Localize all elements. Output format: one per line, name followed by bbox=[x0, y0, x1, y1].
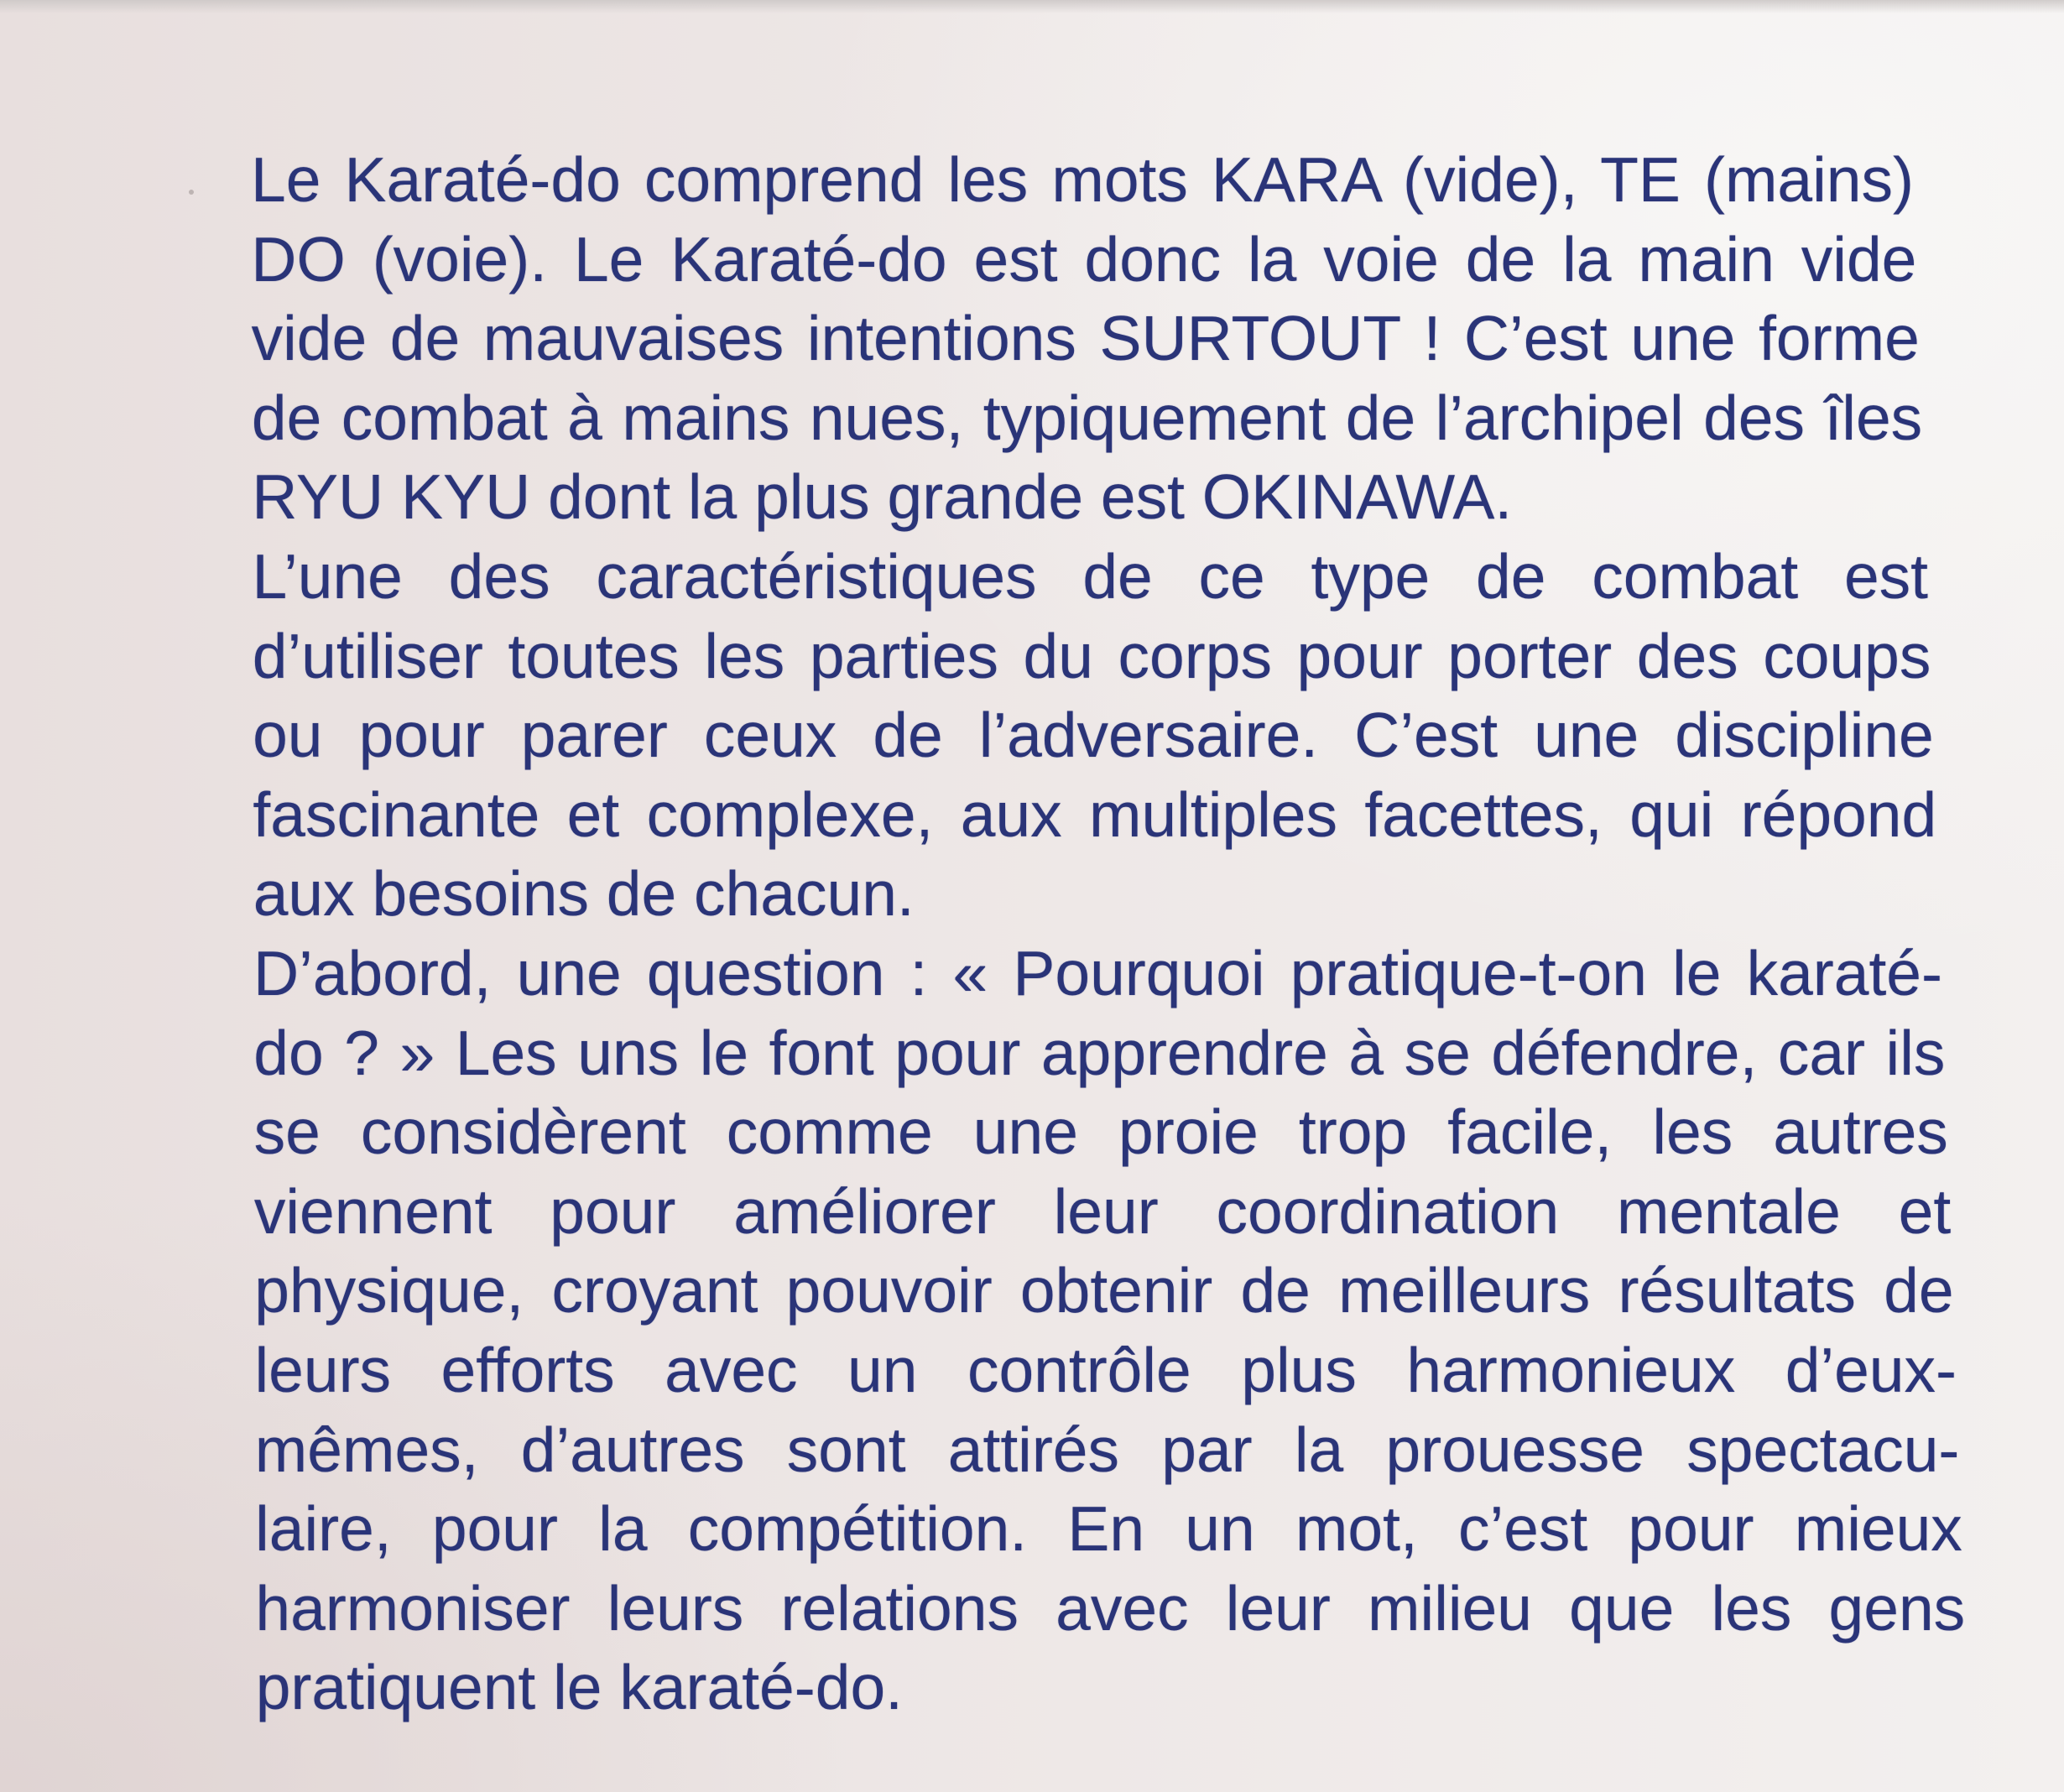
text-line: aux besoins de chacun. bbox=[253, 858, 915, 930]
text-line: harmoniser leurs relations avec leur milieu que les gens bbox=[255, 1572, 1966, 1644]
paragraph-karate-definition bbox=[251, 140, 1968, 537]
text-line: leurs efforts avec un contrôle plus harmonieux d’eux- bbox=[254, 1334, 1957, 1405]
text-line: vide de mauvaises intentions SURTOUT ! C’est une forme bbox=[251, 303, 1920, 374]
text-line: DO (voie). Le Karaté-do est donc la voie de la main vide bbox=[251, 223, 1917, 294]
text-line: L’une des caractéristiques de ce type de combat est bbox=[252, 540, 1928, 612]
text-line: de combat à mains nues, typiquement de l’archipel des îles bbox=[251, 382, 1923, 453]
text-line: d’utiliser toutes les parties du corps pour porter des coups bbox=[252, 620, 1931, 691]
text-line: RYU KYU dont la plus grande est OKINAWA. bbox=[252, 461, 1513, 533]
text-line: viennent pour améliorer leur coordination mentale et bbox=[253, 1175, 1952, 1247]
paragraph-why-practice bbox=[251, 934, 1968, 1727]
text-block bbox=[251, 140, 1968, 1727]
text-line: fascinante et complexe, aux multiples facettes, qui répond bbox=[253, 779, 1937, 850]
text-line: D’abord, une question : « Pourquoi pratique-t-on le karaté- bbox=[253, 937, 1942, 1008]
text-line: mêmes, d’autres sont attirés par la prouesse spectacu- bbox=[254, 1414, 1960, 1485]
text-line: Le Karaté-do comprend les mots KARA (vide), TE (mains) bbox=[251, 144, 1914, 215]
text-line: do ? » Les uns le font pour apprendre à se défendre, car ils bbox=[253, 1017, 1946, 1088]
paper-speck bbox=[189, 190, 194, 195]
text-line: laire, pour la compétition. En un mot, c’est pour mieux bbox=[255, 1493, 1962, 1565]
text-line: pratiquent le karaté-do. bbox=[255, 1652, 904, 1723]
text-line: ou pour parer ceux de l’adversaire. C’est une discipline bbox=[253, 700, 1934, 771]
text-line: se considèrent comme une proie trop facile, les autres bbox=[253, 1097, 1948, 1168]
text-line: physique, croyant pouvoir obtenir de meilleurs résultats de bbox=[254, 1255, 1954, 1326]
paragraph-characteristics bbox=[251, 537, 1968, 934]
